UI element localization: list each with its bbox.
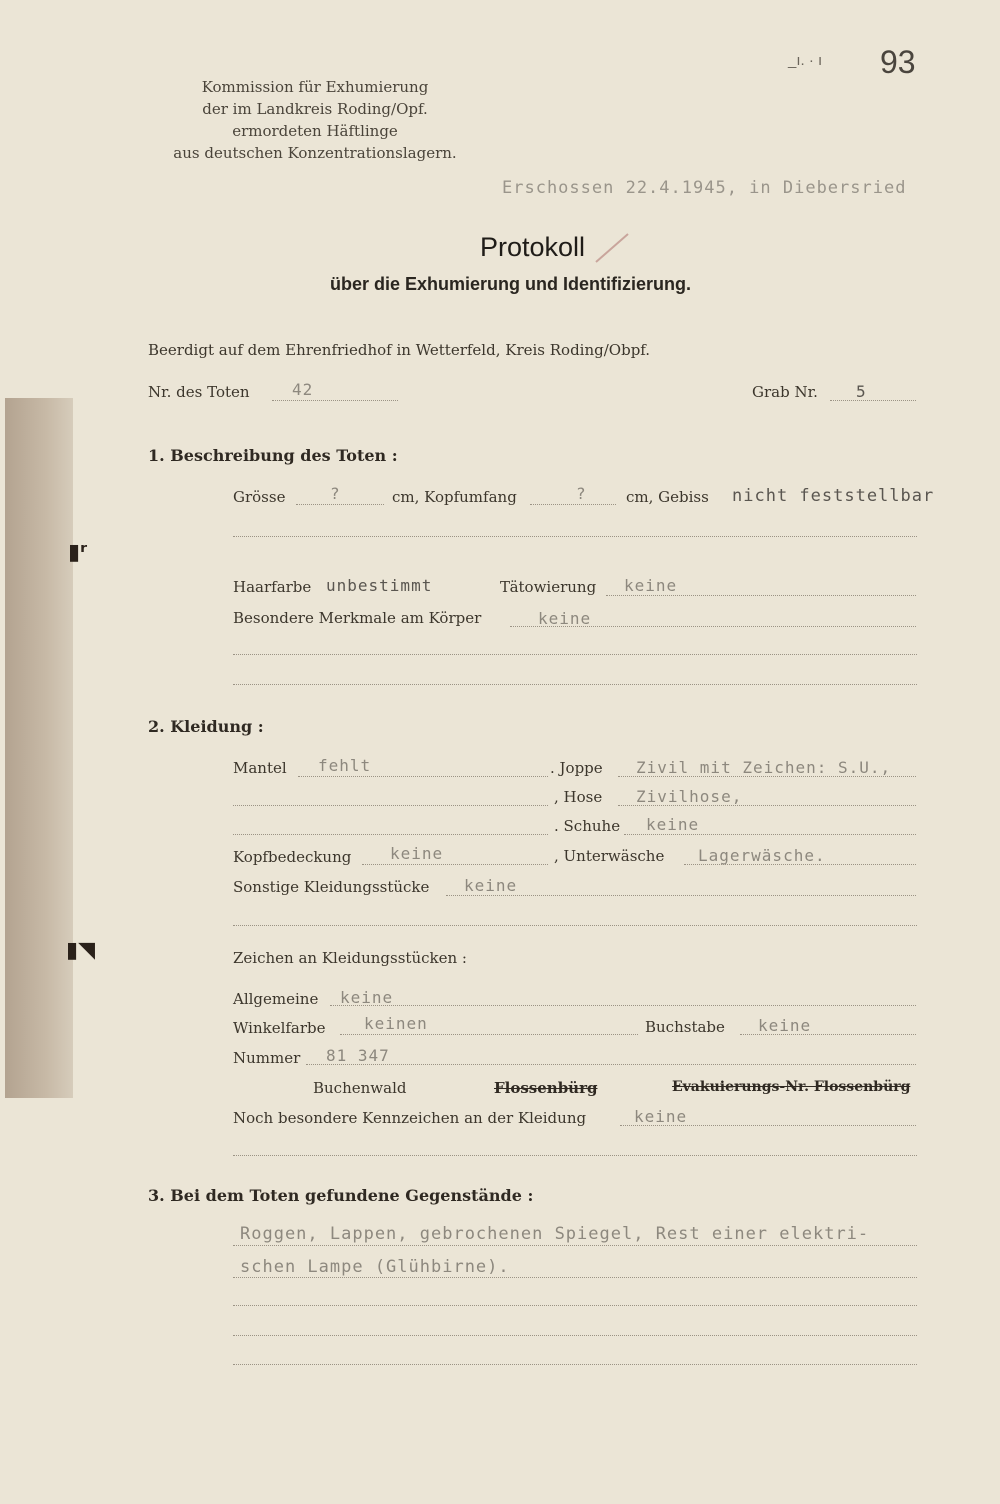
section-2-heading: 2. Kleidung : xyxy=(148,717,264,736)
dotted-line xyxy=(233,1305,917,1306)
underwear-label: , Unterwäsche xyxy=(554,847,665,865)
dotted-line xyxy=(298,776,548,777)
trousers-label: , Hose xyxy=(554,788,603,806)
corner-marks: _ı. · ı xyxy=(788,52,823,69)
dotted-line xyxy=(362,864,548,865)
commission-header xyxy=(160,76,470,164)
teeth-value: nicht feststellbar xyxy=(732,486,935,506)
dotted-line xyxy=(233,805,548,806)
dotted-line xyxy=(446,895,916,896)
jacket-label: . Joppe xyxy=(550,759,603,777)
found-items-line: schen Lampe (Glühbirne). xyxy=(240,1257,510,1277)
dotted-line xyxy=(740,1034,916,1035)
page-subtitle: über die Exhumierung und Identifizierung. xyxy=(330,274,692,294)
body-marks-value: keine xyxy=(538,609,592,628)
dead-number-value: 42 xyxy=(292,380,314,399)
commission-line: Kommission für Exhumierung xyxy=(201,78,429,96)
dotted-line xyxy=(296,504,384,505)
dotted-line xyxy=(233,1364,917,1365)
section-1-heading: 1. Beschreibung des Toten : xyxy=(148,446,398,465)
found-items-line: Roggen, Lappen, gebrochenen Spiegel, Rest einer elektri- xyxy=(240,1224,870,1244)
dotted-line xyxy=(684,864,916,865)
section-3-heading: 3. Bei dem Toten gefundene Gegenstände : xyxy=(148,1186,534,1205)
grave-label: Grab Nr. xyxy=(752,383,818,401)
angle-color-value: keinen xyxy=(364,1014,428,1033)
dotted-line xyxy=(340,1034,638,1035)
dotted-line xyxy=(330,1005,916,1006)
camp-buchenwald: Buchenwald xyxy=(313,1079,407,1097)
shoes-value: keine xyxy=(646,815,700,834)
paper-edge-strip xyxy=(5,398,73,1098)
extra-marks-value: keine xyxy=(634,1107,688,1126)
dotted-line xyxy=(510,626,916,627)
dotted-line xyxy=(233,834,548,835)
page-number: 93 xyxy=(880,44,916,80)
dotted-line xyxy=(618,776,916,777)
dotted-line xyxy=(233,925,917,926)
height-value: ? xyxy=(330,484,341,503)
hair-label: Haarfarbe xyxy=(233,578,312,596)
commission-line: aus deutschen Konzentrationslagern. xyxy=(173,144,457,162)
other-clothing-value: keine xyxy=(464,876,518,895)
dead-number-label: Nr. des Toten xyxy=(148,383,250,401)
dotted-line xyxy=(306,1064,916,1065)
punch-hole-mark: ▮◥ xyxy=(66,938,96,963)
tattoo-value: keine xyxy=(624,576,678,595)
evacuation-number-label: Evakuierungs-Nr. Flossenbürg xyxy=(672,1079,911,1095)
dotted-line xyxy=(233,1155,917,1156)
punch-hole-mark: ▮ʳ xyxy=(68,540,88,565)
hair-value: unbestimmt xyxy=(326,576,433,595)
dotted-line xyxy=(233,1277,917,1278)
dotted-line xyxy=(620,1125,916,1126)
dotted-line xyxy=(233,654,917,655)
headgear-value: keine xyxy=(390,844,444,863)
dotted-line xyxy=(830,400,916,401)
unit-label: cm, Kopfumfang xyxy=(392,488,517,506)
dotted-line xyxy=(624,834,916,835)
burial-line: Beerdigt auf dem Ehrenfriedhof in Wetterfeld, Kreis Roding/Obpf. xyxy=(148,341,651,359)
dotted-line xyxy=(233,536,917,537)
dotted-line xyxy=(233,1245,917,1246)
shot-note: Erschossen 22.4.1945, in Diebersried xyxy=(502,178,907,198)
prisoner-number-value: 81 347 xyxy=(326,1046,390,1065)
commission-line: der im Landkreis Roding/Opf. xyxy=(202,100,428,118)
pencil-stroke xyxy=(592,230,632,266)
height-label: Grösse xyxy=(233,488,286,506)
extra-marks-label: Noch besondere Kennzeichen an der Kleidung xyxy=(233,1109,587,1127)
other-clothing-label: Sonstige Kleidungsstücke xyxy=(233,878,430,896)
coat-label: Mantel xyxy=(233,759,287,777)
grave-value: 5 xyxy=(856,382,867,401)
general-marks-value: keine xyxy=(340,988,394,1007)
coat-value: fehlt xyxy=(318,756,372,775)
dotted-line xyxy=(272,400,398,401)
headgear-label: Kopfbedeckung xyxy=(233,848,352,866)
letter-label: Buchstabe xyxy=(645,1018,725,1036)
letter-value: keine xyxy=(758,1016,812,1035)
head-circumference-value: ? xyxy=(576,484,587,503)
general-marks-label: Allgemeine xyxy=(233,990,319,1008)
camp-flossenburg: Flossenbürg xyxy=(494,1079,598,1097)
jacket-value: Zivil mit Zeichen: S.U., xyxy=(636,758,892,777)
unit-label: cm, Gebiss xyxy=(626,488,709,506)
dotted-line xyxy=(606,595,916,596)
commission-line: ermordeten Häftlinge xyxy=(232,122,398,140)
dotted-line xyxy=(233,1335,917,1336)
clothing-marks-heading: Zeichen an Kleidungsstücken : xyxy=(233,949,467,967)
number-label: Nummer xyxy=(233,1049,301,1067)
page-title: Protokoll xyxy=(480,232,586,262)
underwear-value: Lagerwäsche. xyxy=(698,846,826,865)
shoes-label: . Schuhe xyxy=(554,817,621,835)
tattoo-label: Tätowierung xyxy=(500,578,597,596)
body-marks-label: Besondere Merkmale am Körper xyxy=(233,609,482,627)
dotted-line xyxy=(233,684,917,685)
trousers-value: Zivilhose, xyxy=(636,787,743,806)
angle-color-label: Winkelfarbe xyxy=(233,1019,326,1037)
dotted-line xyxy=(618,805,916,806)
dotted-line xyxy=(530,504,616,505)
